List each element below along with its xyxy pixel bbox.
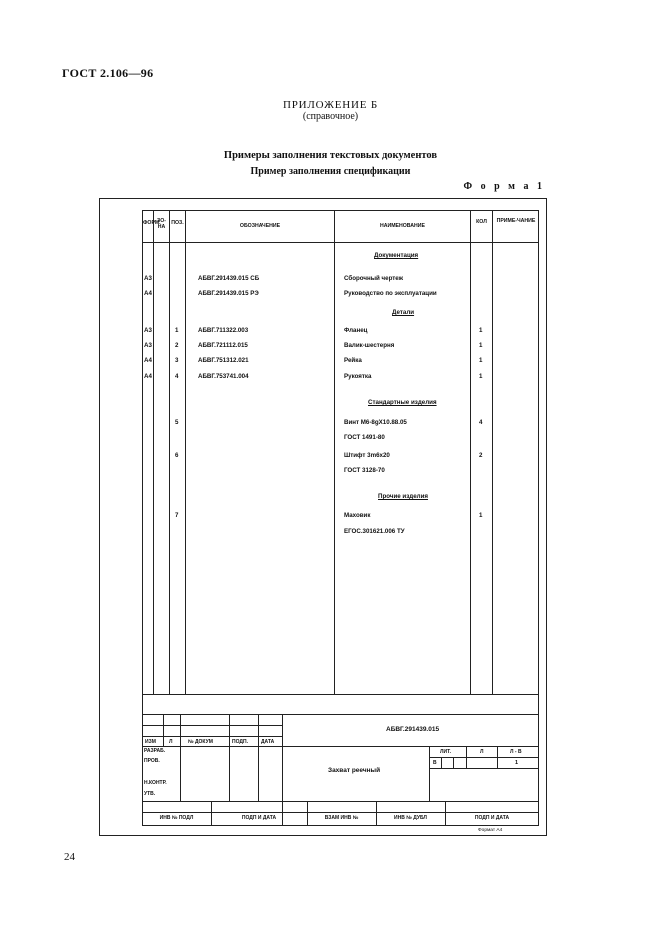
- form-label: Ф о р м а 1: [463, 181, 545, 192]
- appendix-note: (справочное): [302, 111, 359, 122]
- section-title: Примеры заполнения текстовых документов: [223, 150, 438, 161]
- tb-col-line: [466, 746, 467, 768]
- strip-line: [142, 801, 539, 802]
- tb-role-checker: ПРОВ.: [144, 758, 160, 764]
- tb-label-izm: ИЗМ: [145, 739, 156, 745]
- section-parts: Детали: [392, 309, 415, 316]
- tb-role-developer: РАЗРАБ.: [144, 748, 166, 754]
- std-row-qty: 2: [479, 452, 483, 459]
- header-name: НАИМЕНОВАНИЕ: [380, 223, 425, 229]
- tb-col-line: [180, 746, 181, 801]
- tb-role-norm-control: Н.КОНТР.: [144, 780, 167, 786]
- col-line: [492, 210, 493, 694]
- strip-sign-date-2: ПОДП И ДАТА: [474, 815, 510, 821]
- strip-line: [142, 812, 539, 813]
- part-row-name: Рейка: [344, 357, 362, 364]
- tb-col-line: [429, 746, 430, 801]
- part-row-designation: АБВГ.753741.004: [198, 373, 249, 380]
- page-number: 24: [64, 851, 75, 863]
- tb-line: [429, 757, 539, 758]
- std-row-qty: 4: [479, 419, 483, 426]
- part-row-format: А4: [144, 373, 152, 380]
- header-designation: ОБОЗНАЧЕНИЕ: [239, 223, 281, 229]
- strip-inv-orig: ИНВ № ПОДЛ: [159, 815, 194, 821]
- part-row-qty: 1: [479, 342, 483, 349]
- tb-col-line: [282, 714, 283, 826]
- tb-lit-label: ЛИТ.: [440, 749, 451, 755]
- part-row-name: Фланец: [344, 327, 368, 334]
- part-row-qty: 1: [479, 373, 483, 380]
- doc-row-name: Руководство по эксплуатации: [344, 290, 437, 297]
- other-row-spec: ЕГОС.301621.006 ТУ: [344, 528, 405, 535]
- tb-product-name: Захват реечный: [328, 767, 381, 774]
- std-row-standard: ГОСТ 3128-70: [344, 467, 385, 474]
- doc-row-name: Сборочный чертеж: [344, 275, 404, 282]
- part-row-name: Рукоятка: [344, 373, 372, 380]
- other-row-name: Маховик: [344, 512, 371, 519]
- doc-row-format: А3: [144, 275, 152, 282]
- tb-col-line: [441, 757, 442, 768]
- part-row-format: А4: [144, 357, 152, 364]
- part-row-designation: АБВГ.751312.021: [198, 357, 249, 364]
- col-line: [153, 210, 154, 694]
- tb-col-line: [258, 746, 259, 801]
- tb-col-line: [180, 714, 181, 746]
- other-row-qty: 1: [479, 512, 483, 519]
- section-standard: Стандартные изделия: [368, 399, 437, 406]
- doc-row-format: А4: [144, 290, 152, 297]
- part-row-format: А3: [144, 327, 152, 334]
- part-row-qty: 1: [479, 357, 483, 364]
- header-format: ФОРМ.: [143, 220, 161, 226]
- row-line: [142, 714, 539, 715]
- tb-lit-value: В: [433, 760, 437, 766]
- tb-line: [429, 768, 539, 769]
- part-row-designation: АБВГ.711322.003: [198, 327, 249, 334]
- strip-col-line: [211, 801, 212, 826]
- tb-col-line: [258, 714, 259, 746]
- strip-col-line: [376, 801, 377, 826]
- part-row-qty: 1: [479, 327, 483, 334]
- tb-sheets-label: Л - В: [510, 749, 522, 755]
- header-note: ПРИМЕ-ЧАНИЕ: [496, 218, 536, 224]
- header-qty: КОЛ: [476, 219, 487, 225]
- strip-col-line: [307, 801, 308, 826]
- part-row-pos: 3: [175, 357, 179, 364]
- strip-replaced-inv: ВЗАМ ИНВ №: [324, 815, 359, 821]
- tb-sheets-value: 1: [515, 760, 519, 766]
- tb-col-line: [163, 714, 164, 746]
- part-row-format: А3: [144, 342, 152, 349]
- tb-col-line: [229, 746, 230, 801]
- std-row-pos: 6: [175, 452, 179, 459]
- part-row-name: Валик-шестерня: [344, 342, 395, 349]
- other-row-pos: 7: [175, 512, 179, 519]
- section-documentation: Документация: [374, 252, 419, 259]
- tb-label-doc: № ДОКУМ: [188, 739, 213, 745]
- strip-sign-date: ПОДП И ДАТА: [241, 815, 277, 821]
- standard-header: ГОСТ 2.106—96: [62, 66, 154, 80]
- std-row-name: Винт М6-8gХ10.88.05: [344, 419, 407, 426]
- section-other: Прочие изделия: [378, 493, 429, 500]
- std-row-standard: ГОСТ 1491-80: [344, 434, 385, 441]
- header-line: [142, 242, 539, 243]
- part-row-pos: 2: [175, 342, 179, 349]
- tb-col-line: [453, 757, 454, 768]
- part-row-designation: АБВГ.721112.015: [198, 342, 248, 349]
- part-row-pos: 4: [175, 373, 179, 380]
- tb-line: [142, 746, 539, 747]
- tb-label-sign: ПОДП.: [232, 739, 248, 745]
- tb-col-line: [497, 746, 498, 768]
- row-line: [142, 694, 539, 695]
- col-line: [334, 210, 335, 694]
- col-line: [470, 210, 471, 694]
- std-row-pos: 5: [175, 419, 179, 426]
- section-subtitle: Пример заполнения спецификации: [250, 166, 411, 177]
- appendix-title: ПРИЛОЖЕНИЕ Б: [283, 99, 378, 111]
- tb-col-line: [229, 714, 230, 746]
- strip-inv-dupl: ИНВ № ДУБЛ: [394, 815, 427, 821]
- doc-row-designation: АБВГ.291439.015 СБ: [198, 275, 260, 282]
- col-line: [185, 210, 186, 694]
- format-note: Формат А4: [478, 828, 503, 833]
- header-zone: ЗО-НА: [157, 218, 166, 230]
- tb-role-approver: УТВ.: [144, 791, 156, 797]
- tb-label-date: ДАТА: [261, 739, 275, 745]
- col-line: [169, 210, 170, 694]
- doc-row-designation: АБВГ.291439.015 РЭ: [198, 290, 259, 297]
- strip-col-line: [445, 801, 446, 826]
- tb-sheet-label: Л: [480, 749, 484, 755]
- tb-designation: АБВГ.291439.015: [386, 726, 440, 733]
- std-row-name: Штифт 3m6х20: [344, 452, 390, 459]
- header-pos: ПОЗ.: [171, 220, 184, 226]
- tb-label-list: Л: [169, 739, 173, 745]
- part-row-pos: 1: [175, 327, 179, 334]
